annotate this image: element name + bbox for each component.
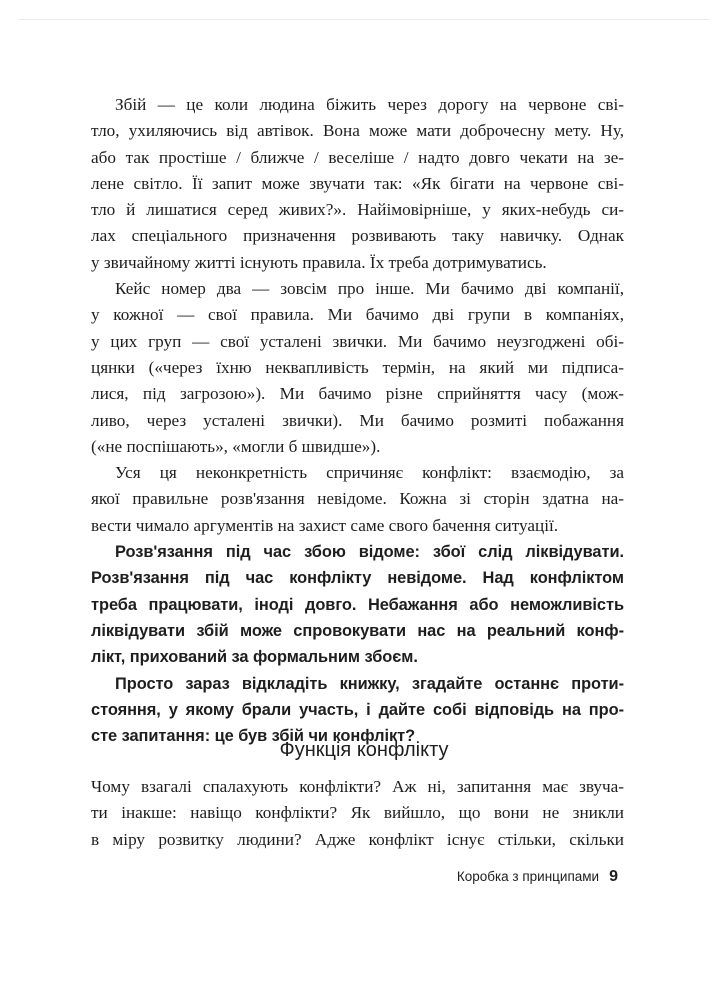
text-line: лися, під загрозою»). Ми бачимо різне сприйняття часу (мож- bbox=[91, 384, 624, 404]
text-line: вести чимало аргументів на захист саме свого бачення ситуації. bbox=[91, 515, 559, 535]
text-line: або так простіше / ближче / веселіше / надто довго чекати на зе- bbox=[91, 147, 624, 167]
text-line: тло, ухиляючись від автівок. Вона може мати доброчесну мету. Ну, bbox=[91, 121, 624, 141]
text-line: («не поспішають», «могли б швидше»). bbox=[91, 436, 381, 456]
text-line: Розв'язання під час конфлікту невідоме. Над конфліктом bbox=[91, 569, 624, 588]
text-line: лах спеціального призначення розвивають таку навичку. Однак bbox=[91, 226, 624, 246]
text-line: ливо, через усталені звички). Ми бачимо розмиті побажання bbox=[91, 410, 624, 430]
text-line: ти інакше: навіщо конфлікти? Як вийшло, що вони не зникли bbox=[91, 803, 624, 823]
text-line: Розв'язання під час збою відоме: збої слід ліквідувати. bbox=[115, 543, 624, 562]
section-heading: Функція конфлікту bbox=[279, 739, 449, 761]
text-line: лікт, прихований за формальним збоєм. bbox=[91, 648, 418, 667]
text-line: тло й лишатися серед живих?». Найімовірніше, у яких-небудь си- bbox=[91, 200, 624, 220]
text-line: Просто зараз відкладіть книжку, згадайте останнє проти- bbox=[115, 674, 624, 693]
paragraph bbox=[91, 774, 624, 853]
text-line: Чому взагалі спалахують конфлікти? Аж ні, запитання має звуча- bbox=[91, 777, 624, 796]
page-top-edge bbox=[18, 19, 710, 20]
paragraph bbox=[91, 276, 624, 460]
text-line: сте запитання: це був збій чи конфлікт? bbox=[91, 727, 416, 746]
text-line: в міру розвитку людини? Адже конфлікт існує стільки, скільки bbox=[91, 829, 624, 849]
text-line: ліквідувати збій може спровокувати нас на реальний конф- bbox=[91, 621, 624, 640]
page-footer bbox=[457, 867, 618, 887]
text-line: лене світло. Її запит може звучати так: «Як бігати на червоне сві- bbox=[91, 173, 624, 193]
text-line: Збій — це коли людина біжить через дорогу на червоне сві- bbox=[115, 95, 624, 114]
text-line: Уся ця неконкретність спричиняє конфлікт: взаємодію, за bbox=[115, 463, 624, 483]
text-line: у кожної — свої правила. Ми бачимо дві групи в компаніях, bbox=[91, 305, 624, 325]
text-line: у звичайному житті існують правила. Їх треба дотримуватись. bbox=[91, 252, 547, 272]
bold-paragraph bbox=[91, 539, 624, 670]
text-line: якої правильне розв'язання невідоме. Кожна зі сторін здатна на- bbox=[91, 489, 624, 509]
text-line: треба працювати, іноді довго. Небажання або неможливість bbox=[91, 595, 624, 614]
page-body bbox=[91, 92, 624, 749]
text-line: Кейс номер два — зовсім про інше. Ми бачимо дві компанії, bbox=[115, 279, 624, 299]
text-line: стояння, у якому брали участь, і дайте собі відповідь на про- bbox=[91, 700, 624, 719]
text-line: у цих груп — свої усталені звички. Ми бачимо неузгоджені обі- bbox=[91, 331, 624, 351]
paragraph bbox=[91, 92, 624, 276]
paragraph bbox=[91, 460, 624, 539]
running-title: Коробка з принципами bbox=[456, 869, 600, 884]
page-number: 9 bbox=[609, 868, 618, 885]
text-line: цянки («через їхню неквапливість термін, на який ми підписа- bbox=[91, 357, 624, 377]
